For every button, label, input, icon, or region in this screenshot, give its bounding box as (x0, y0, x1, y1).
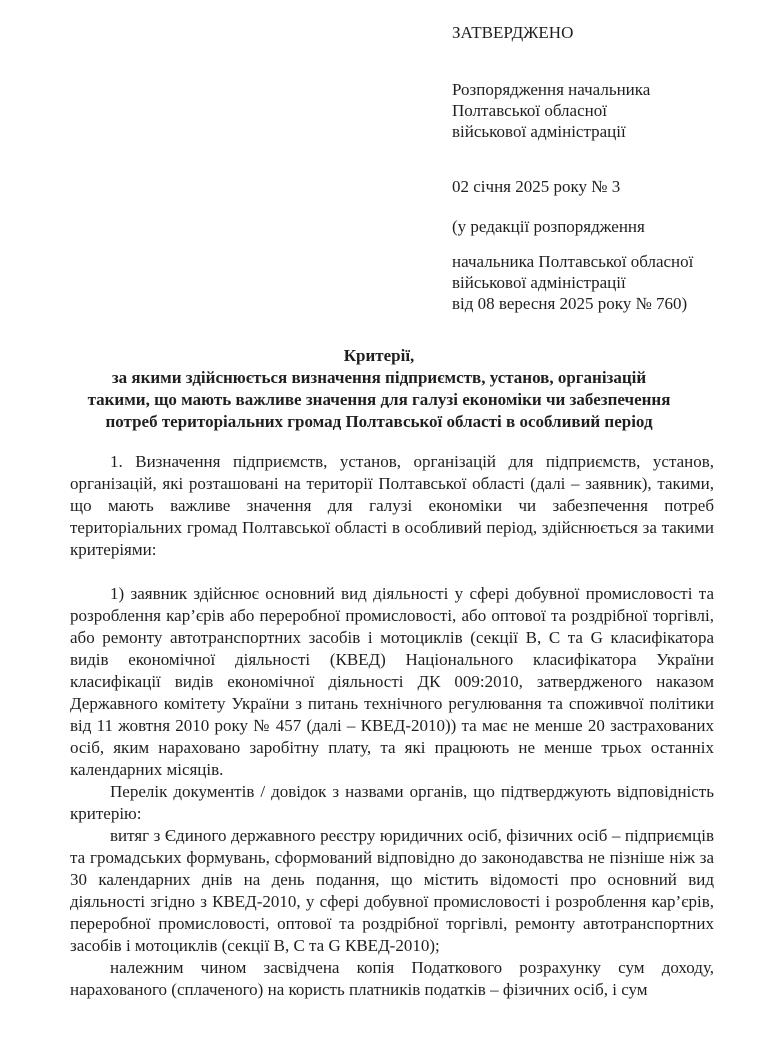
order-line-1: Розпорядження начальника (452, 80, 651, 99)
title-line-3: такими, що мають важливе значення для галузі економіки чи забезпечення (87, 390, 671, 409)
title-line-2: за якими здійснюється визначення підприємств, установ, організацій (111, 368, 647, 387)
paragraph-tax-report: належним чином засвідчена копія Податкового розрахунку сум доходу, нарахованого (сплаченого) на користь платників податків – фізичних осіб, і сум (70, 958, 714, 999)
paragraph-register-extract: витяг з Єдиного державного реєстру юридичних осіб, фізичних осіб – підприємців та громадських формувань, сформований відповідно до законодавства не пізніше ніж за 30 календарних днів на день подання, що містить відомості про основний вид діяльності згідно з КВЕД-2010, у сфері добувної промисловості і розроблення кар’єрів, переробної промисловості, оптової та роздрібної торгівлі, ремонту автотранспортних засобів і мотоциклів (секції В, С та G КВЕД-2010); (70, 826, 714, 955)
amendment-line-2: начальника Полтавської обласної (452, 252, 694, 271)
document-body (70, 451, 714, 1001)
amendment-line-3: військової адміністрації (452, 273, 626, 292)
order-date-number: 02 січня 2025 року № 3 (452, 177, 621, 196)
title-line-4: потреб територіальних громад Полтавської області в особливий період (105, 412, 653, 431)
document-title (0, 345, 758, 433)
title-line-1: Критерії, (343, 346, 415, 365)
paragraph-documents-list: Перелік документів / довідок з назвами органів, що підтверджують відповідність критерію: (70, 782, 714, 823)
order-line-3: військової адміністрації (452, 122, 626, 141)
approval-heading: ЗАТВЕРДЖЕНО (452, 23, 574, 42)
paragraph-criterion-1: 1) заявник здійснює основний вид діяльності у сфері добувної промисловості та розроблення кар’єрів або переробної промисловості, або оптової та роздрібної торгівлі, або ремонту автотранспортних засобів і мотоциклів (секції В, С та G класифікатора видів економічної діяльності (КВЕД) Національного класифікатора України класифікації видів економічної діяльності ДК 009:2010, затвердженого наказом Державного комітету України з питань технічного регулювання та споживчої політики від 11 жовтня 2010 року № 457 (далі – КВЕД-2010)) та має не менше 20 застрахованих осіб, яким нараховано заробітну плату, та які працюють не менше трьох останніх календарних місяців. (70, 584, 714, 779)
paragraph-1: 1. Визначення підприємств, установ, організацій для підприємств, установ, організацій, які розташовані на території Полтавської області (далі – заявник), такими, що мають важливе значення для галузі економіки чи забезпечення потреб територіальних громад Полтавської області в особливий період, здійснюється за такими критеріями: (70, 452, 714, 559)
amendment-line-1: (у редакції розпорядження (452, 217, 645, 236)
order-line-2: Полтавської обласної (452, 101, 607, 120)
amendment-line-4: від 08 вересня 2025 року № 760) (452, 294, 688, 313)
